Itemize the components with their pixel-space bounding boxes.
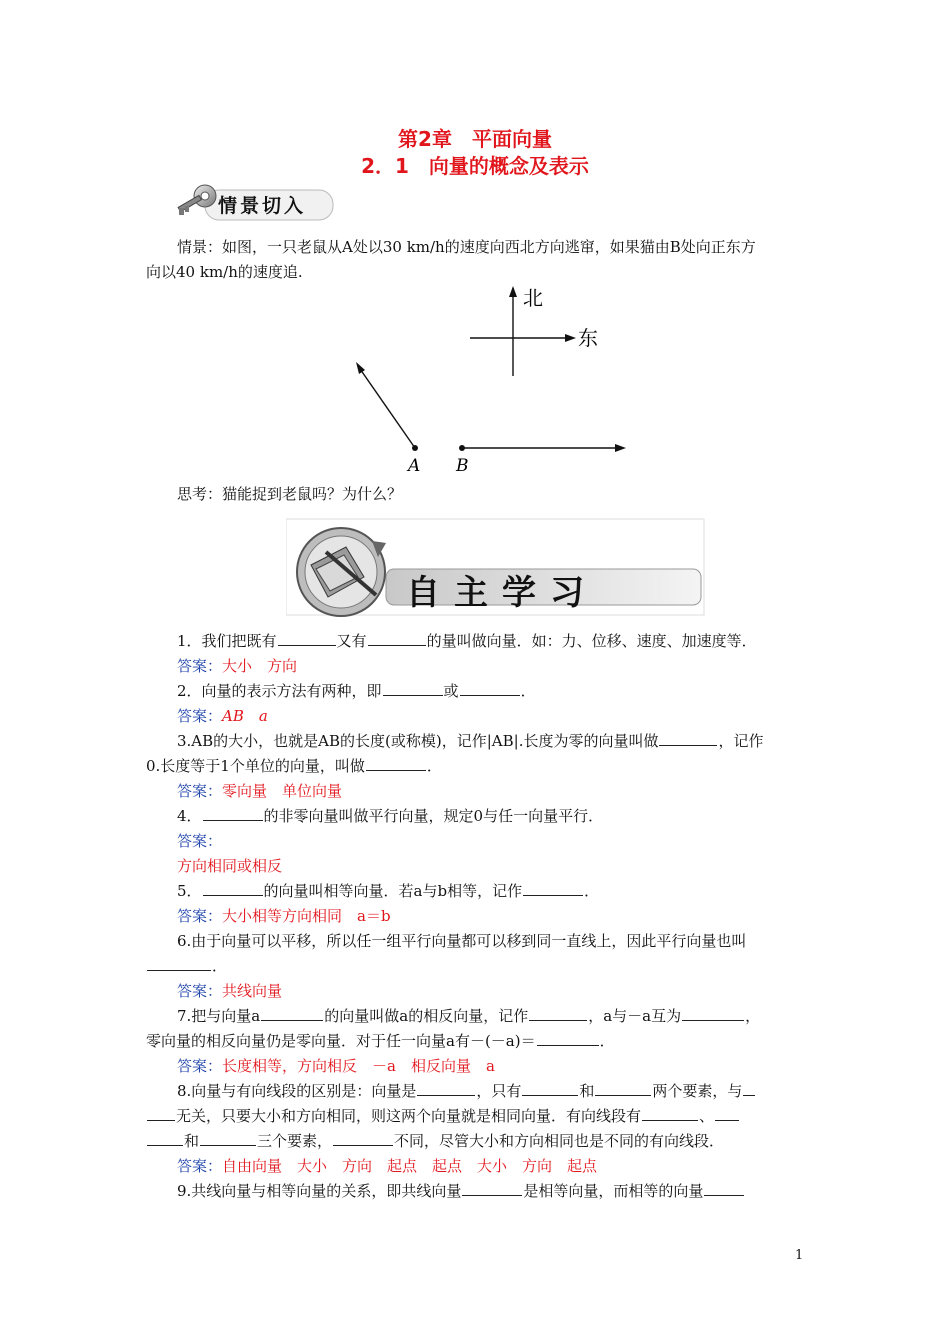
question-8-line-3: 和 三个要素， 不同，尽管大小和方向相同也是不同的有向线段．	[146, 1129, 806, 1154]
question-9: 9.共线向量与相等向量的关系，即共线向量 是相等向量，而相等的向量	[177, 1179, 837, 1204]
answer-3: 答案：零向量 单位向量	[177, 782, 343, 800]
point-b-label: B	[456, 456, 469, 476]
page-number: 1	[795, 1248, 804, 1263]
question-8-line-2: 无关，只要大小和方向相同，则这两个向量就是相同向量．有向线段有 、	[146, 1104, 806, 1129]
chase-figure	[340, 282, 660, 478]
chapter-title: 第2章 平面向量	[398, 127, 552, 151]
answer-5: 答案：大小相等方向相同 a＝b	[177, 907, 391, 925]
east-label: 东	[578, 326, 598, 350]
question-3: 3.AB的大小，也就是AB的长度(或称模)，记作|AB|.长度为零的向量叫做 ，记作	[177, 732, 764, 750]
question-4: 4． 的非零向量叫做平行向量，规定0与任一向量平行．	[177, 807, 604, 825]
scene-badge-label: 情景切入	[218, 195, 307, 217]
question-6: 6.由于向量可以平移，所以任一组平行向量都可以移到同一直线上，因此平行向量也叫	[177, 932, 747, 950]
think-question: 思考：猫能捉到老鼠吗？为什么？	[177, 485, 403, 503]
study-badge	[286, 517, 706, 617]
answer-6: 答案：共线向量	[177, 982, 283, 1000]
answer-2: 答案：AB a	[177, 707, 268, 725]
question-7-line-2: 零向量的相反向量仍是零向量．对于任一向量a有－(－a)＝ ．	[146, 1032, 615, 1050]
question-1: 1．我们把既有 又有 的量叫做向量．如：力、位移、速度、加速度等．	[177, 632, 757, 650]
question-7: 7.把与向量a 的向量叫做a的相反向量，记作 ，a与－a互为 ，	[177, 1007, 761, 1025]
question-6-line-2: ．	[146, 954, 806, 979]
scene-badge	[175, 182, 335, 224]
answer-7: 答案：长度相等，方向相反 －a 相反向量 a	[177, 1057, 495, 1075]
answer-8: 答案：自由向量 大小 方向 起点 起点 大小 方向 起点	[177, 1157, 598, 1175]
study-badge-label: 自主学习	[406, 573, 598, 613]
question-2: 2．向量的表示方法有两种，即 或 ．	[177, 682, 536, 700]
question-5: 5． 的向量叫相等向量．若a与b相等，记作 ．	[177, 882, 600, 900]
question-3-line-2: 0.长度等于1个单位的向量，叫做 ．	[146, 757, 442, 775]
scene-line-2: 向以40 km/h的速度追.	[146, 263, 303, 281]
section-title: 2．1 向量的概念及表示	[361, 154, 589, 178]
point-a-label: A	[408, 456, 421, 476]
answer-1: 答案：大小 方向	[177, 657, 298, 675]
question-8: 8.向量与有向线段的区别是：向量是 ，只有 和 两个要素，与	[177, 1079, 837, 1104]
answer-4: 方向相同或相反	[177, 857, 283, 875]
scene-line-1: 情景：如图，一只老鼠从A处以30 km/h的速度向西北方向逃窜，如果猫由B处向正东方	[177, 238, 756, 256]
answer-4-label: 答案：	[177, 832, 223, 850]
north-label: 北	[523, 286, 543, 310]
